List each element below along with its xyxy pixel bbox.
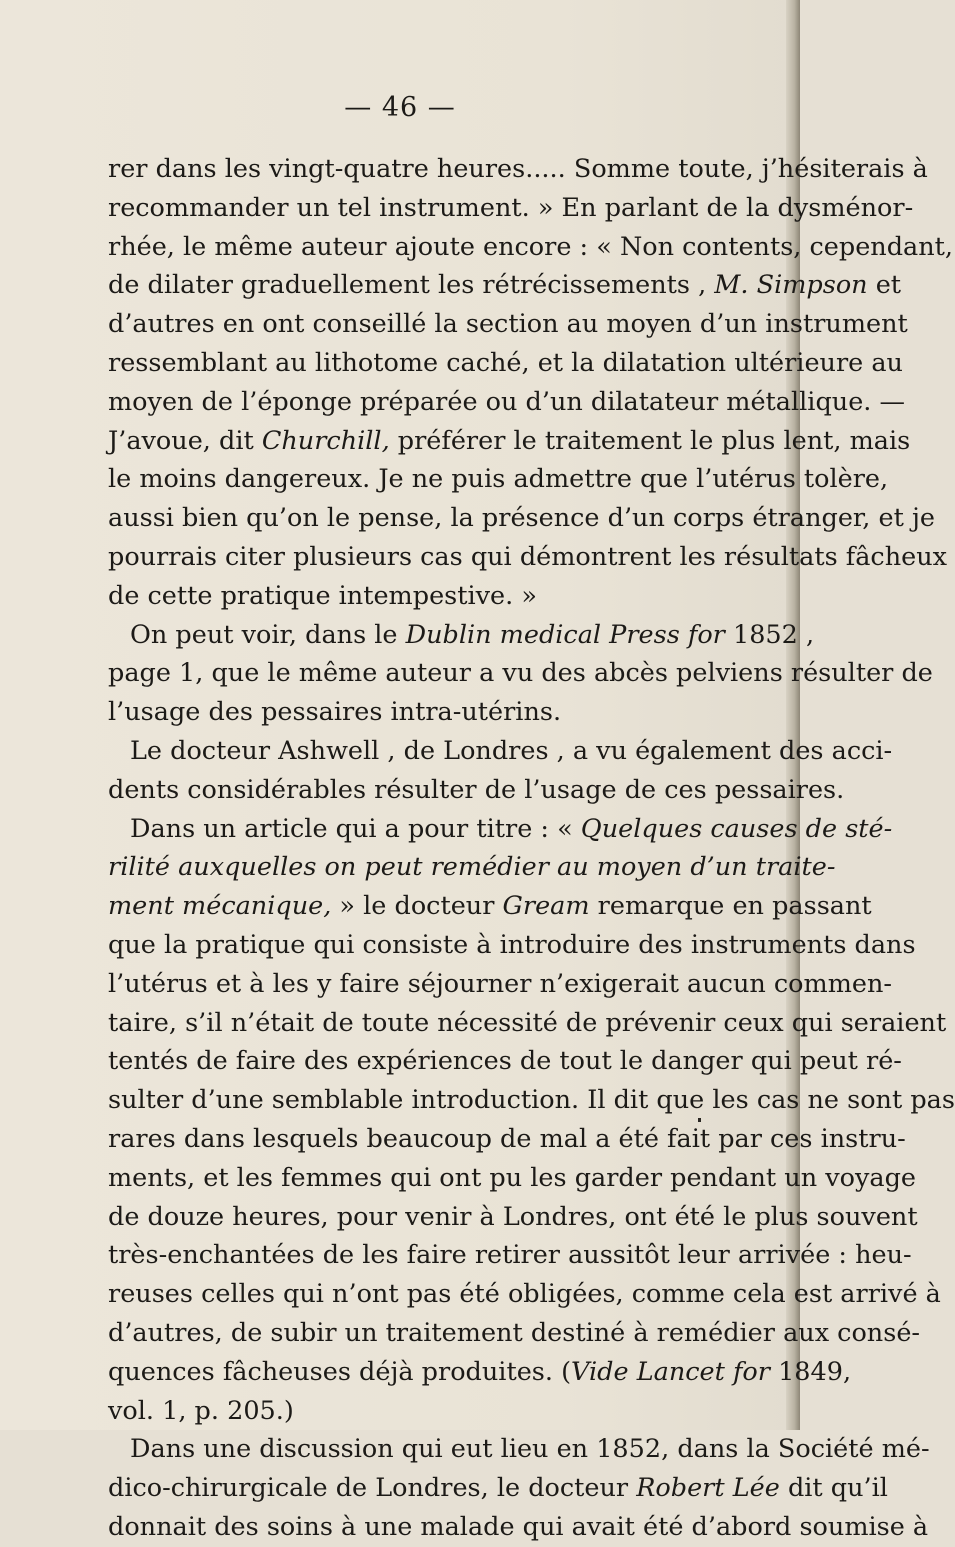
italic-text: Gream <box>502 891 590 922</box>
text-line <box>108 926 916 965</box>
text-run: rer dans les vingt-quatre heures..... Somme toute, j’hésiterais à <box>108 154 928 184</box>
text-line <box>108 732 893 771</box>
italic-text: ment mécanique, <box>108 891 332 922</box>
text-run: préférer le traitement le plus lent, mais <box>389 425 911 456</box>
text-line <box>108 965 893 1004</box>
text-line <box>108 150 928 189</box>
text-run: J’avoue, dit <box>108 425 262 456</box>
text-run: donnait des soins à une malade qui avait été d’abord soumise à <box>108 1511 929 1542</box>
text-run: de cette pratique intempestive. » <box>108 580 537 611</box>
text-run: d’autres, de subir un traitement destiné à remédier aux consé- <box>108 1317 921 1348</box>
text-line <box>108 383 905 422</box>
text-run: 1852 , <box>724 619 815 650</box>
body-text <box>108 150 955 1547</box>
text-line <box>108 1120 906 1159</box>
text-run: page 1, que le même auteur a vu des abcès pelviens résulter de <box>108 658 933 689</box>
text-run: l’utérus et à les y faire séjourner n’exigerait aucun commen- <box>108 968 893 999</box>
text-run: dico-chirurgicale de Londres, le docteur <box>108 1473 637 1504</box>
text-line <box>108 499 935 538</box>
italic-text: M. Simpson <box>714 270 868 301</box>
text-line <box>108 228 954 267</box>
ink-mark <box>698 1118 701 1122</box>
italic-text: Robert Lée <box>636 1473 780 1504</box>
text-line <box>108 189 914 228</box>
text-run: quences fâcheuses déjà produites. ( <box>108 1356 572 1387</box>
text-run: très-enchantées de les faire retirer aussitôt leur arrivée : heu- <box>108 1240 912 1271</box>
text-line <box>108 1004 947 1043</box>
text-line <box>108 1236 912 1275</box>
text-line <box>108 848 836 887</box>
text-run: ressemblant au lithotome caché, et la dilatation ultérieure au <box>108 347 903 378</box>
text-line <box>108 887 872 926</box>
text-line <box>108 1081 955 1120</box>
text-run: de dilater graduellement les rétrécissements , <box>108 270 715 301</box>
text-run: moyen de l’éponge préparée ou d’un dilatateur métallique. — <box>108 386 905 417</box>
text-run: le moins dangereux. Je ne puis admettre que l’utérus tolère, <box>108 464 889 495</box>
text-run: Dans un article qui a pour titre : « <box>130 813 581 844</box>
text-line <box>108 538 948 577</box>
text-line <box>108 344 903 383</box>
text-run: Dans une discussion qui eut lieu en 1852, dans la Société mé- <box>130 1434 930 1465</box>
text-line <box>108 616 815 655</box>
text-line <box>108 1275 941 1314</box>
italic-text: Churchill, <box>261 425 390 456</box>
text-run: remarque en passant <box>589 891 872 922</box>
text-run: rhée, le même auteur ajoute encore : « Non contents, cependant, <box>108 231 954 262</box>
text-run: et <box>867 270 902 301</box>
text-line <box>108 1469 888 1508</box>
text-line <box>108 1159 917 1198</box>
text-line <box>108 771 845 810</box>
text-run: de douze heures, pour venir à Londres, ont été le plus souvent <box>108 1201 918 1232</box>
text-line <box>108 810 893 849</box>
text-line <box>108 1042 902 1081</box>
text-line <box>108 422 911 461</box>
text-line <box>108 693 780 732</box>
text-line <box>108 577 780 616</box>
text-line <box>108 654 933 693</box>
text-run: aussi bien qu’on le pense, la présence d’un corps étranger, et je <box>108 503 935 534</box>
text-run: On peut voir, dans le <box>130 619 406 650</box>
text-line <box>108 1392 780 1431</box>
text-line <box>108 1430 930 1469</box>
text-run: d’autres en ont conseillé la section au moyen d’un instrument <box>108 309 908 340</box>
italic-text: rilité auxquelles on peut remédier au moyen d’un traite- <box>108 852 836 883</box>
text-line <box>108 1314 921 1353</box>
italic-text: Vide Lancet for <box>571 1356 770 1387</box>
text-run: 1849, <box>769 1356 852 1387</box>
italic-text: Dublin medical Press for <box>405 619 725 650</box>
text-line <box>108 305 908 344</box>
text-run: Le docteur Ashwell , de Londres , a vu également des acci- <box>130 735 893 766</box>
text-run: reuses celles qui n’ont pas été obligées, comme cela est arrivé à <box>108 1279 941 1310</box>
text-line <box>108 1198 918 1237</box>
text-run: l’usage des pessaires intra-utérins. <box>108 697 562 728</box>
page-number: — 46 — <box>344 92 456 123</box>
text-run: que la pratique qui consiste à introduire des instruments dans <box>108 929 916 960</box>
text-run: pourrais citer plusieurs cas qui démontrent les résultats fâcheux <box>108 541 948 572</box>
text-run: » le docteur <box>331 891 503 922</box>
text-run: rares dans lesquels beaucoup de mal a été fait par ces instru- <box>108 1123 906 1154</box>
text-run: recommander un tel instrument. » En parlant de la dysménor- <box>108 192 914 223</box>
text-line <box>108 1508 929 1547</box>
text-run: ments, et les femmes qui ont pu les garder pendant un voyage <box>108 1162 917 1193</box>
text-line <box>108 266 902 305</box>
text-line <box>108 1353 852 1392</box>
italic-text: Quelques causes de sté- <box>580 813 893 844</box>
text-run: vol. 1, p. 205.) <box>108 1395 294 1426</box>
text-run: taire, s’il n’était de toute nécessité de prévenir ceux qui seraient <box>108 1007 947 1038</box>
text-run: sulter d’une semblable introduction. Il dit que les cas ne sont pas <box>108 1085 955 1116</box>
text-run: dents considérables résulter de l’usage de ces pessaires. <box>108 774 845 805</box>
text-run: tentés de faire des expériences de tout le danger qui peut ré- <box>108 1046 902 1077</box>
text-run: dit qu’il <box>779 1473 888 1504</box>
text-line <box>108 460 889 499</box>
